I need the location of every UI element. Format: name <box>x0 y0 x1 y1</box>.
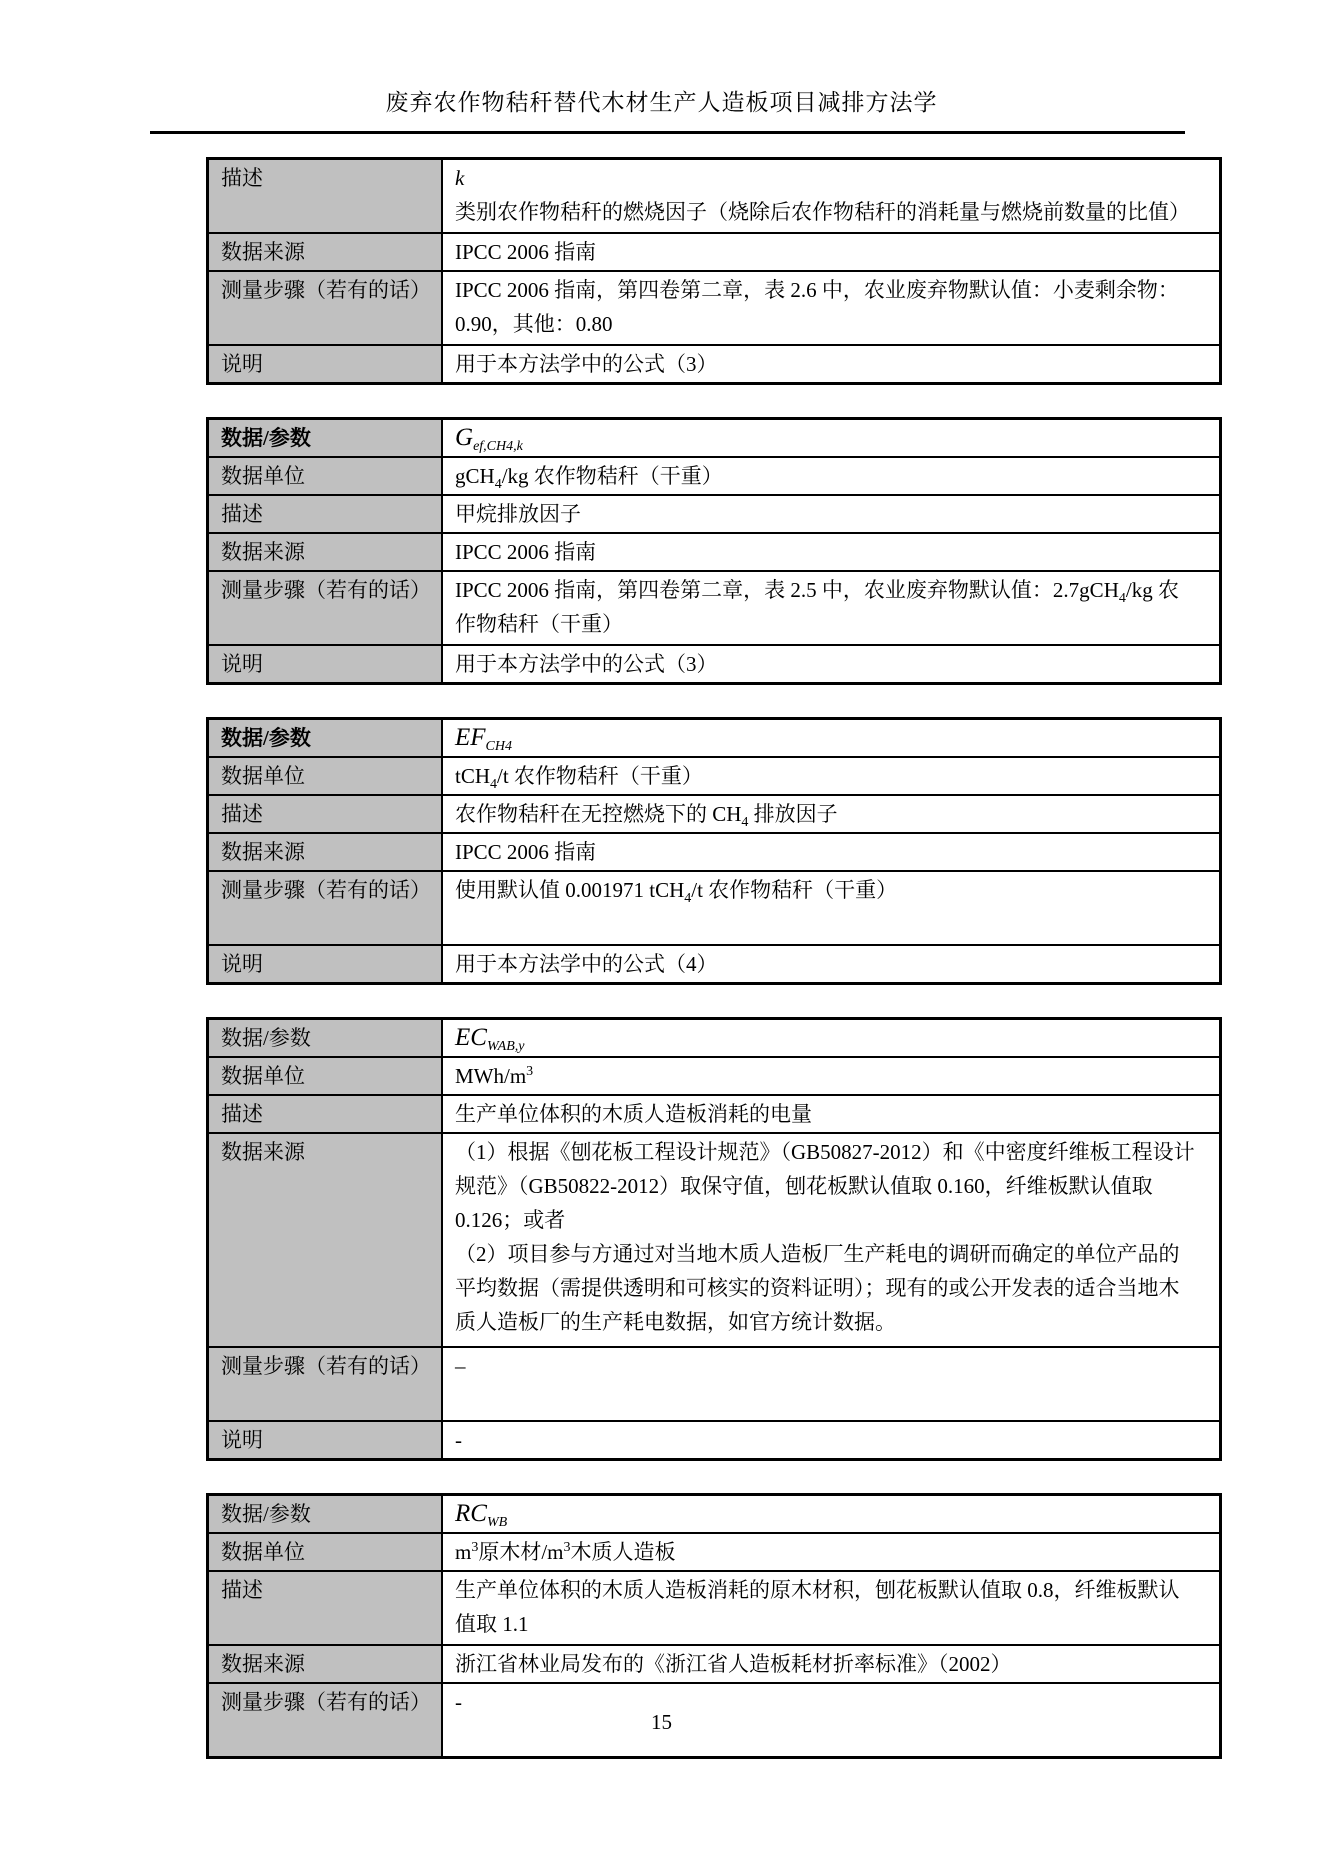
row-label-cell <box>208 1495 443 1534</box>
row-label: 数据来源 <box>221 840 305 864</box>
table-ec-wab-y <box>206 1017 1222 1461</box>
table-row <box>208 1133 1221 1347</box>
table-ef-ch4 <box>206 717 1222 985</box>
row-label: 描述 <box>221 1578 263 1602</box>
row-label-cell <box>208 1019 443 1058</box>
row-value: 生产单位体积的木质人造板消耗的电量 <box>455 1102 812 1126</box>
table-row <box>208 1095 1221 1133</box>
row-label: 描述 <box>221 166 263 190</box>
row-value: 使用默认值 0.001971 tCH$_4$/t 农作物秸秆（干重） <box>455 878 898 906</box>
row-label-cell <box>208 533 443 571</box>
table-row <box>208 871 1221 945</box>
row-value-cell <box>442 645 1221 684</box>
row-value: 浙江省林业局发布的《浙江省人造板耗材折率标准》（2002） <box>455 1652 1012 1676</box>
table-row <box>208 457 1221 495</box>
row-label-cell <box>208 795 443 833</box>
row-label-cell <box>208 833 443 871</box>
row-value: gCH$_4$/kg 农作物秸秆（干重） <box>455 464 723 492</box>
row-value: 用于本方法学中的公式（3） <box>455 352 718 376</box>
row-value-cell <box>442 495 1221 533</box>
row-label: 数据来源 <box>221 540 305 564</box>
row-label: 数据来源 <box>221 1652 305 1676</box>
row-label-cell <box>208 1421 443 1460</box>
row-label-cell <box>208 1095 443 1133</box>
table-row <box>208 945 1221 984</box>
row-value: 生产单位体积的木质人造板消耗的原木材积，刨花板默认值取 0.8，纤维板默认值取 1.1 <box>455 1578 1180 1636</box>
parameter-symbol: $G_{ef,CH4,k}$ <box>455 424 523 454</box>
row-value-cell <box>442 233 1221 271</box>
page-number: 15 <box>651 1710 672 1734</box>
row-value: （1）根据《刨花板工程设计规范》（GB50827-2012）和《中密度纤维板工程设计规范》（GB50822-2012）取保守值，刨花板默认值取 0.160，纤维板默认值取 0.126；或者 （2）项目参与方通过对当地木质人造板厂生产耗电的调研而确定的单位产品的平均数据（需提供透明和可核实的资料证明）；现有的或公开发表的适合当地木质人造板厂的生产耗电数据，如官方统计数据。 <box>455 1140 1195 1334</box>
row-label-cell <box>208 645 443 684</box>
row-value-cell <box>442 795 1221 833</box>
row-value-cell <box>442 1095 1221 1133</box>
row-label: 数据来源 <box>221 1140 305 1164</box>
row-label: 测量步骤（若有的话） <box>221 878 431 902</box>
row-value-cell <box>442 945 1221 984</box>
table-row <box>208 159 1221 234</box>
row-label: 数据/参数 <box>221 1502 311 1526</box>
row-value-cell <box>442 159 1221 234</box>
row-value: 用于本方法学中的公式（3） <box>455 652 718 676</box>
row-value: IPCC 2006 指南 <box>455 540 597 564</box>
row-value-cell <box>442 871 1221 945</box>
row-label: 数据/参数 <box>221 426 311 450</box>
row-label-cell <box>208 945 443 984</box>
table-row <box>208 345 1221 384</box>
row-label: 数据单位 <box>221 1064 305 1088</box>
row-label: 测量步骤（若有的话） <box>221 1354 431 1378</box>
row-value-cell <box>442 345 1221 384</box>
row-value: IPCC 2006 指南，第四卷第二章，表 2.6 中，农业废弃物默认值：小麦剩余物：0.90，其他：0.80 <box>455 278 1179 336</box>
table-row <box>208 1495 1221 1534</box>
row-value: 用于本方法学中的公式（4） <box>455 952 718 976</box>
table-g-ef-ch4-k <box>206 417 1222 685</box>
row-label: 测量步骤（若有的话） <box>221 278 431 302</box>
row-label: 说明 <box>221 1428 263 1452</box>
row-value-cell <box>442 533 1221 571</box>
row-label: 测量步骤（若有的话） <box>221 578 431 602</box>
row-label: 数据/参数 <box>221 1026 311 1050</box>
row-value-cell <box>442 1019 1221 1058</box>
row-value-cell <box>442 571 1221 645</box>
row-label: 描述 <box>221 802 263 826</box>
row-label: 测量步骤（若有的话） <box>221 1690 431 1714</box>
row-label-cell <box>208 271 443 345</box>
row-value-cell <box>442 457 1221 495</box>
row-label-cell <box>208 457 443 495</box>
table-row <box>208 271 1221 345</box>
header-rule <box>150 131 1185 134</box>
row-label: 数据单位 <box>221 1540 305 1564</box>
row-value-cell <box>442 1421 1221 1460</box>
table-row <box>208 1421 1221 1460</box>
table-row <box>208 1057 1221 1095</box>
row-label-cell <box>208 871 443 945</box>
row-value: - <box>455 1690 462 1714</box>
row-value-cell <box>442 719 1221 758</box>
row-label: 描述 <box>221 502 263 526</box>
table-burning-factor <box>206 157 1222 385</box>
row-value: $m^3$原木材$/m^3$木质人造板 <box>455 1540 676 1564</box>
row-label-cell <box>208 159 443 234</box>
row-label: 数据单位 <box>221 764 305 788</box>
row-label-cell <box>208 1133 443 1347</box>
table-row <box>208 1533 1221 1571</box>
row-label: 描述 <box>221 1102 263 1126</box>
row-label-cell <box>208 1057 443 1095</box>
row-value: - <box>455 1428 462 1452</box>
table-row <box>208 1019 1221 1058</box>
row-value-cell <box>442 1495 1221 1534</box>
row-value: IPCC 2006 指南 <box>455 840 597 864</box>
row-value: k 类别农作物秸秆的燃烧因子（烧除后农作物秸秆的消耗量与燃烧前数量的比值） <box>455 166 1190 224</box>
table-row <box>208 1645 1221 1683</box>
row-value-cell <box>442 1571 1221 1645</box>
row-label-cell <box>208 1347 443 1421</box>
row-value-cell <box>442 1133 1221 1347</box>
parameter-symbol: $RC_{WB}$ <box>455 1500 508 1530</box>
table-row <box>208 533 1221 571</box>
row-label-cell <box>208 1571 443 1645</box>
table-row <box>208 719 1221 758</box>
row-label-cell <box>208 1645 443 1683</box>
table-row <box>208 645 1221 684</box>
parameter-symbol: $EF_{CH4}$ <box>455 724 512 754</box>
row-value: tCH$_4$/t 农作物秸秆（干重） <box>455 764 703 792</box>
row-value-cell <box>442 1533 1221 1571</box>
tables-wrap <box>206 157 1222 1791</box>
row-value: 农作物秸秆在无控燃烧下的 $CH_4$ 排放因子 <box>455 802 838 830</box>
row-value-cell <box>442 271 1221 345</box>
row-value-cell <box>442 1057 1221 1095</box>
row-label-cell <box>208 571 443 645</box>
row-label: 数据来源 <box>221 240 305 264</box>
row-label-cell <box>208 233 443 271</box>
row-label: 说明 <box>221 952 263 976</box>
table-row <box>208 233 1221 271</box>
row-value-cell <box>442 1347 1221 1421</box>
row-value: – <box>455 1354 466 1378</box>
row-label: 说明 <box>221 652 263 676</box>
row-label: 数据单位 <box>221 464 305 488</box>
table-row <box>208 571 1221 645</box>
row-label-cell <box>208 419 443 458</box>
row-value: MWh/$m^3$ <box>455 1064 534 1088</box>
row-value: 甲烷排放因子 <box>455 502 581 526</box>
table-row <box>208 495 1221 533</box>
row-label-cell <box>208 495 443 533</box>
row-value: IPCC 2006 指南，第四卷第二章，表 2.5 中，农业废弃物默认值：2.7gCH$_4$/kg 农作物秸秆（干重） <box>455 578 1179 636</box>
page-title: 废弃农作物秸秆替代木材生产人造板项目减排方法学 <box>385 90 938 115</box>
table-row <box>208 1571 1221 1645</box>
row-value-cell <box>442 757 1221 795</box>
table-row <box>208 795 1221 833</box>
table-row <box>208 757 1221 795</box>
row-label-cell <box>208 719 443 758</box>
row-label: 说明 <box>221 352 263 376</box>
row-label-cell <box>208 345 443 384</box>
row-label: 数据/参数 <box>221 726 311 750</box>
parameter-symbol: $EC_{WAB,y}$ <box>455 1024 525 1054</box>
row-value-cell <box>442 833 1221 871</box>
table-row <box>208 1347 1221 1421</box>
row-value: IPCC 2006 指南 <box>455 240 597 264</box>
row-value-cell <box>442 1645 1221 1683</box>
row-label-cell <box>208 1533 443 1571</box>
row-value-cell <box>442 419 1221 458</box>
table-row <box>208 833 1221 871</box>
table-row <box>208 419 1221 458</box>
row-label-cell <box>208 757 443 795</box>
